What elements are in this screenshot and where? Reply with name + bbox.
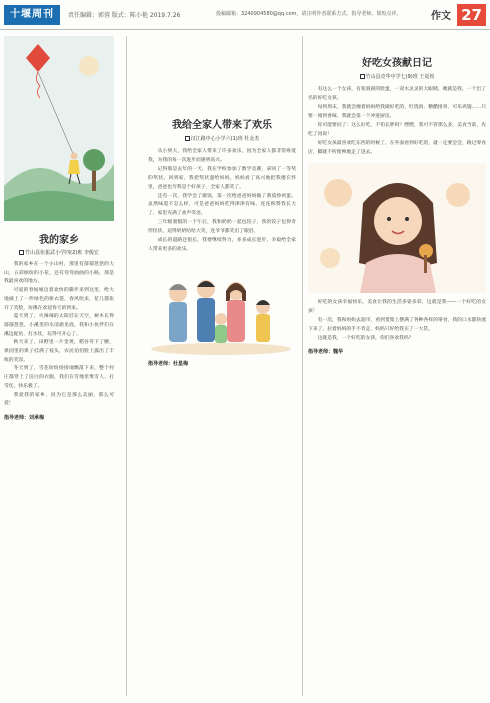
page-header [0, 0, 490, 30]
article1-teacher: 指导老师：刘承梅 [4, 414, 45, 421]
paragraph: 从小到大，我给全家人带来了许多欢乐，因为全家人都非常疼爱我，为我的每一次进步而感到高兴。 [148, 149, 296, 163]
article-food-girl [308, 36, 486, 355]
paragraph: 秋天来了，田野里一片金黄，稻谷弯下了腰，果园里的果子挂满了枝头，农民伯伯脸上露出了丰收的笑容。 [4, 340, 114, 363]
family-illustration [148, 263, 294, 355]
paragraph: 我爱我的家乡，因为它是那么美丽，那么可爱！ [4, 392, 114, 407]
girl-eating-illustration [308, 163, 486, 293]
paragraph: 三年级暑假的一个午后，我和奶奶一起包饺子，我的饺子包得奇形怪状，逗得奶奶哈哈大笑，连爷爷都笑出了眼泪。 [148, 220, 296, 235]
column-divider [302, 36, 303, 696]
article2-teacher: 指导老师：杜星梅 [148, 360, 189, 367]
section-title: 作文 [431, 11, 451, 22]
article-my-hometown [4, 36, 114, 421]
paragraph: 还有一次，我学会了做饭，第一次给爸爸妈妈做了番茄炒鸡蛋。虽然味道不怎么样，可是爸爸妈妈吃得津津有味，连连称赞我长大了，家里充满了欢声笑语。 [148, 193, 296, 217]
article2-title: 我给全家人带来了欢乐 [172, 120, 272, 131]
article3-author: 竹山县竞华中学七(9)班 王夏姣 [308, 73, 486, 80]
article1-body [4, 261, 114, 409]
paragraph: 好吃女孩最喜欢吃东西的时候了，在外面看到好吃的，就一定要尝尝，路过零食店，脚就不听使唤地走了进去。 [308, 141, 486, 155]
paragraph: 成长的道路还很长，我要继续努力，多多成长进步，争取给全家人带来更多的欢乐。 [148, 238, 296, 252]
article2-author: 汉江路中心小学六(1)班 杜金杰 [148, 135, 296, 142]
article3-body-bottom [308, 298, 486, 343]
paragraph: 记得那是去年的一天，我在学校参加了数学竞赛，拿回了一等奖的奖状。回到家，我把奖状递给妈妈，妈妈看了高兴地把我搂在怀里，爸爸也夸我是个好孩子，全家人都笑了。 [148, 166, 296, 190]
column-divider [126, 36, 127, 696]
paragraph: 夏天到了，火辣辣的太阳挂在天空，树木长得郁郁葱葱，小溪里的水清澈见底，我和小伙伴们在溪边捉鱼、打水仗，玩得可开心了。 [4, 314, 114, 337]
article3-teacher: 指导老师：魏华 [308, 349, 344, 355]
kite-girl-illustration [4, 36, 114, 221]
article-family-joy [148, 36, 296, 367]
article3-body-top [308, 85, 486, 157]
paragraph: 好吃的女孩幸福快乐，美食让我的生活多姿多彩，这就是我——一个好吃的女孩！ [308, 300, 486, 314]
square-bullet-icon [19, 250, 24, 255]
article1-author: 竹山县张振武小学四(2)班 李俊宏 [4, 249, 114, 256]
paragraph: 我的家乡在一个小山村，那里有郁郁葱葱的大山，五彩缤纷的小花，还有弯弯曲曲的小路，那是我最喜欢的地方。 [4, 262, 114, 285]
paragraph: 有一次，我和妈妈去超市，看到货架上摆满了各种各样的零食，我的口水都快流下来了，拉着妈妈的手不肯走，妈妈只好给我买了一大袋。 [308, 318, 486, 332]
kite-scene-image [4, 36, 114, 221]
page-number: 27 [457, 4, 486, 26]
article1-title: 我的家乡 [39, 235, 79, 246]
article3-title: 好吃女孩献日记 [362, 58, 432, 69]
paragraph: 可爱的春姑娘迈着欢快的脚步来到这里，给大地披上了一件绿色的新衣裳，春风吹来，花儿都张开了笑脸，仿佛在欢迎春天的到来。 [4, 288, 114, 311]
girl-with-food-image [308, 163, 486, 293]
paragraph: 冬天到了，雪花纷纷扬扬地飘落下来，整个村庄都穿上了洁白的衣服，我们在雪地里堆雪人、打雪仗，快乐极了。 [4, 366, 114, 389]
family-group-image [148, 263, 294, 355]
article2-body [148, 148, 296, 255]
paragraph: 这就是我，一个好吃的女孩，你们喜欢我吗？ [317, 336, 414, 341]
paragraph: 每到周末，我就会缠着妈妈给我做好吃的，红烧肉、糖醋排骨、可乐鸡翅……只要一闻到香味，我就会第一个冲进厨房。 [308, 105, 486, 119]
paragraph: 有这么一个女孩，有张圆圆的脸蛋，一双水灵灵的大眼睛，她就是我，一个出了名的好吃女孩。 [308, 87, 486, 101]
square-bullet-icon [185, 136, 190, 141]
editor-info: 责任编辑：郭蓉 版式：陈小艳 2019.7.26 [68, 12, 181, 19]
square-bullet-icon [360, 74, 365, 79]
contribution-info: 投稿邮箱：3240904580@qq.com，请注明作者联系方式、指导老师、简短点评。 [216, 11, 402, 17]
paragraph: 你可能要问了：这么好吃，不怕长胖吗？嘿嘿，我可不管那么多，美食当前，先吃了再说！ [308, 123, 486, 137]
newspaper-brand: 十堰周刊 [4, 5, 60, 25]
